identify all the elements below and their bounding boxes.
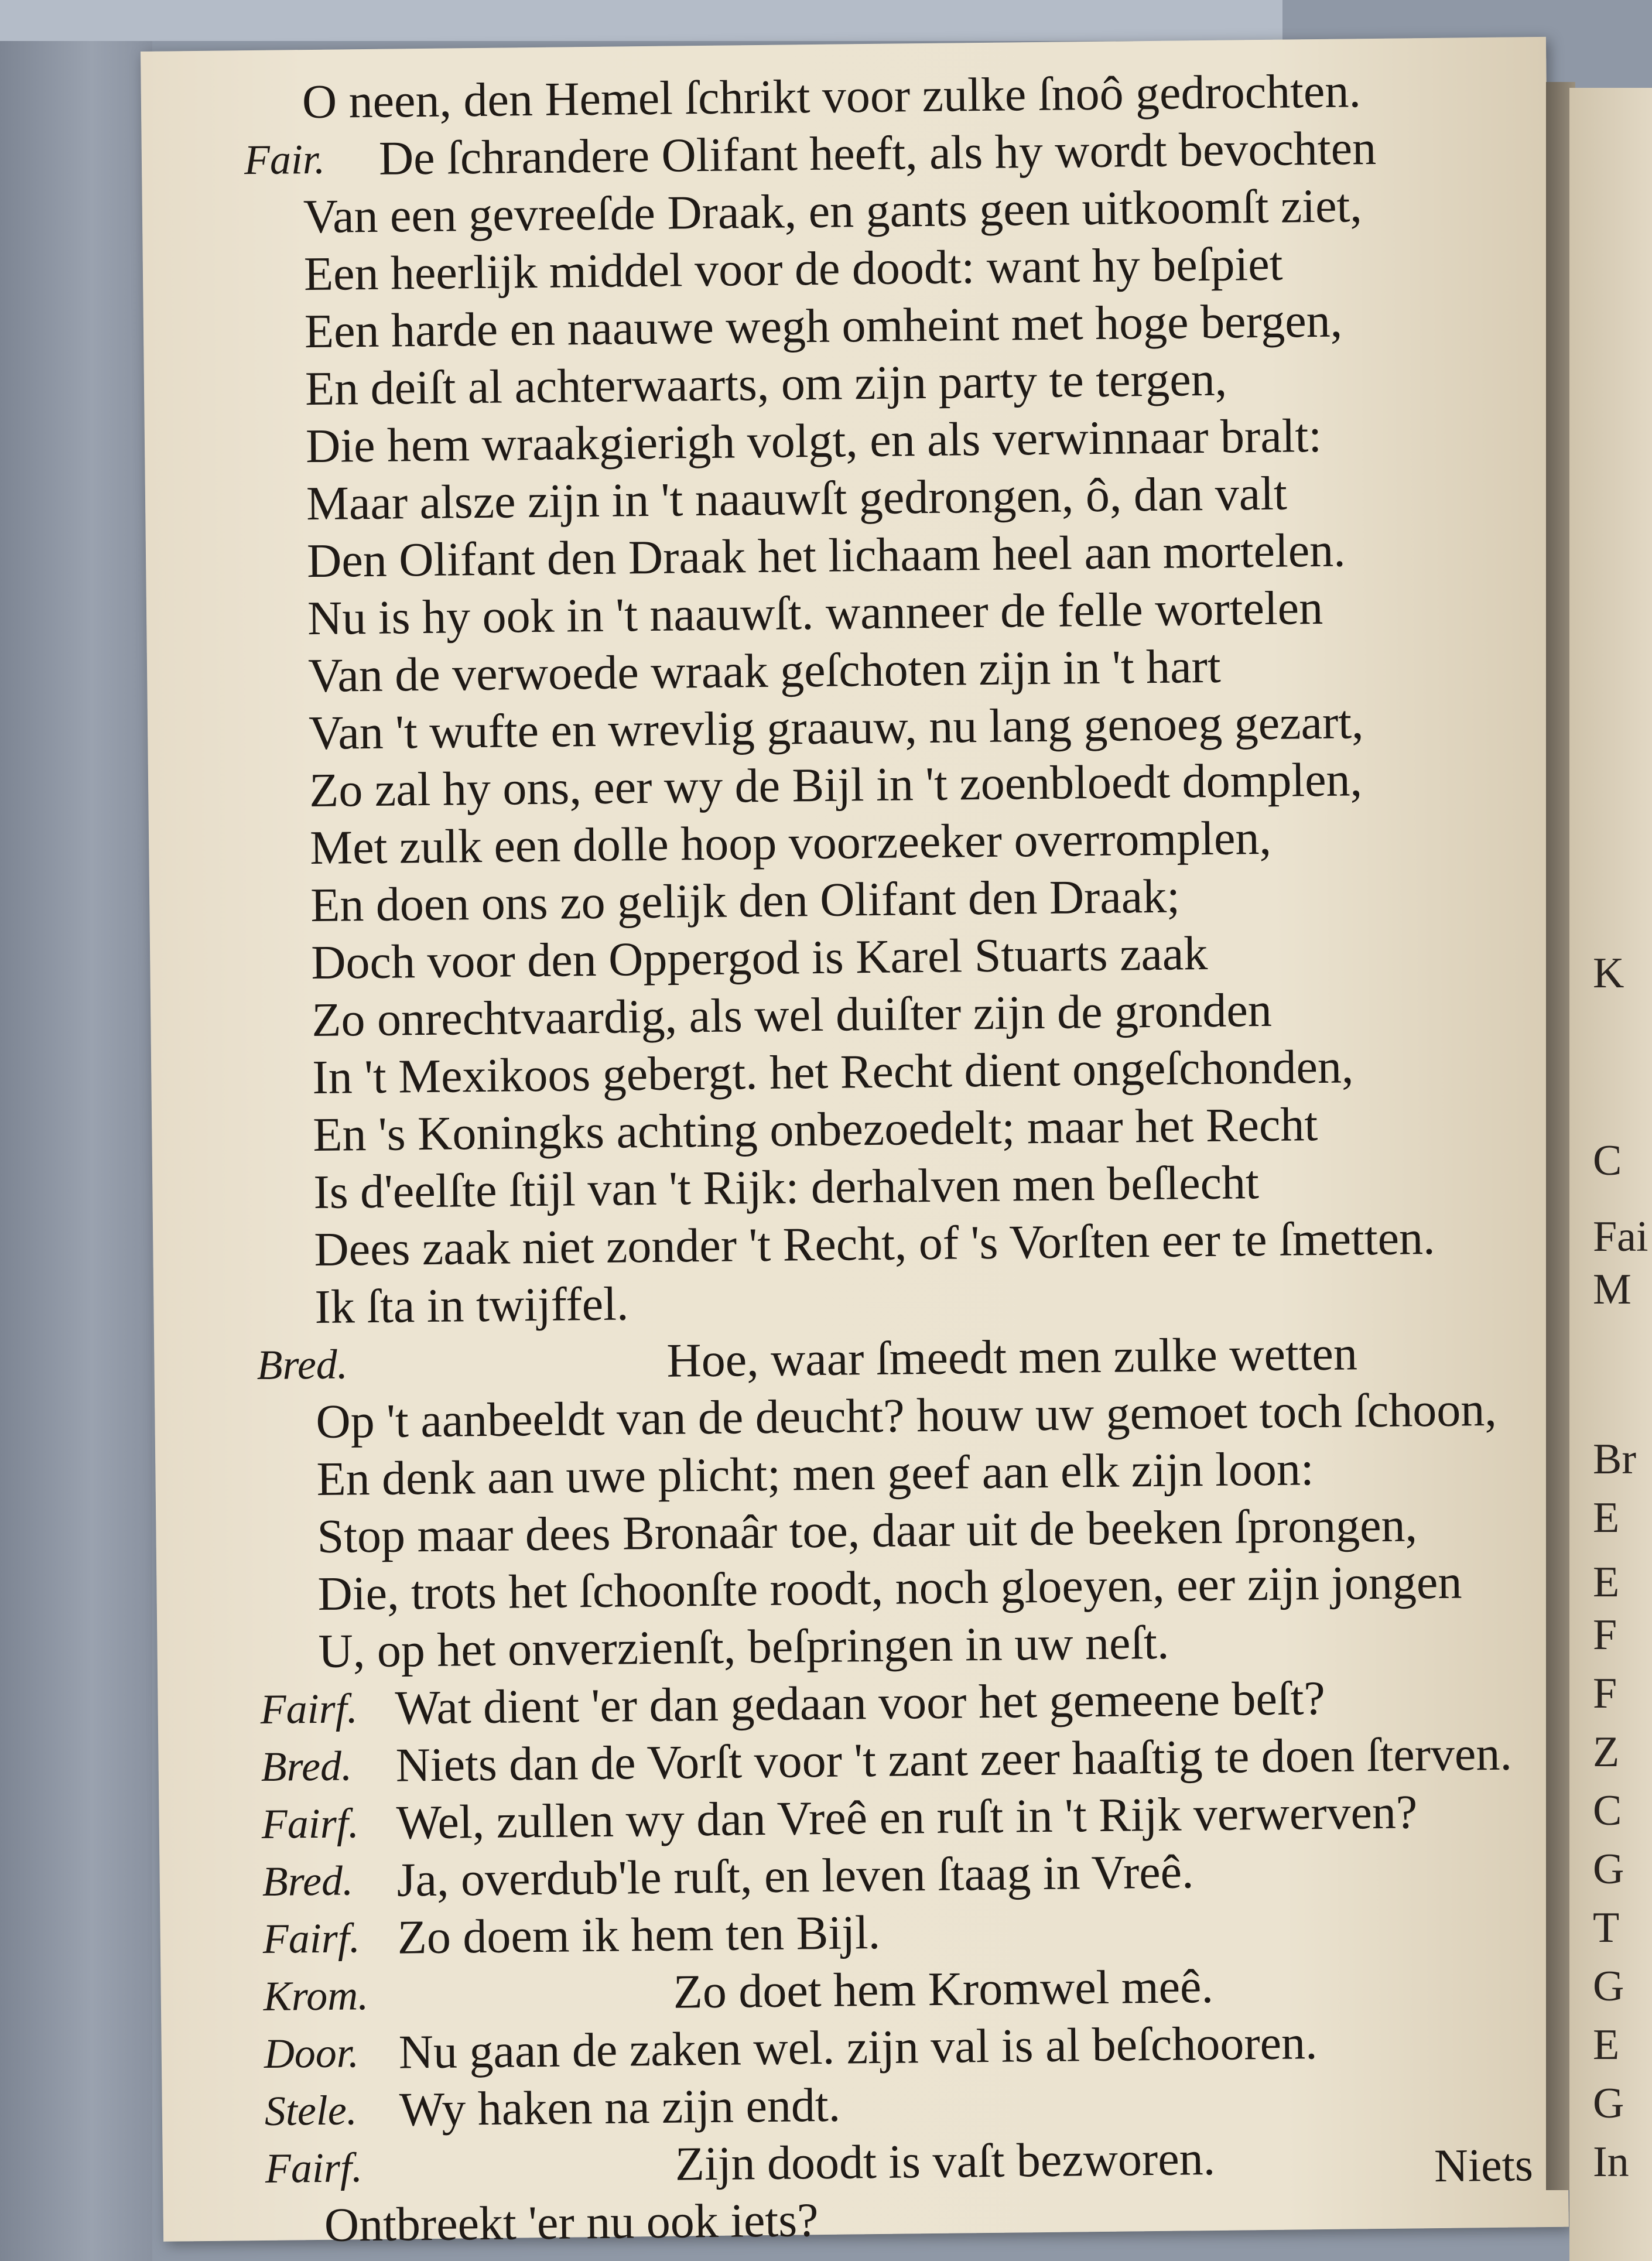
verse-text-line: De ſchrandere Olifant heeft, als hy wordt bevochten: [378, 121, 1377, 185]
facing-page-fragment: G: [1593, 1845, 1624, 1893]
verse-text-line: Ik ſta in twijffel.: [314, 1277, 629, 1333]
facing-page-fragment: C: [1593, 1137, 1622, 1185]
verse-text-line: Niets dan de Vorſt voor 't zant zeer haaſtig te doen ſterven.: [395, 1726, 1513, 1792]
verse-text-line: Wy haken na zijn endt.: [399, 2078, 841, 2136]
speaker-label: Fairf.: [260, 1685, 358, 1733]
speaker-label: Fairf.: [265, 2144, 363, 2192]
facing-page-fragment: G: [1593, 2079, 1624, 2127]
verse-text-line: Met zulk een dolle hoop voorzeeker overromplen,: [309, 810, 1272, 875]
verse-text-line: Een harde en naauwe wegh omheint met hoge bergen,: [304, 293, 1343, 358]
facing-page-fragment: F: [1593, 1611, 1617, 1659]
facing-page-fragment: E: [1593, 2021, 1620, 2069]
verse-text-line: En doen ons zo gelijk den Olifant den Draak;: [310, 869, 1181, 932]
facing-page-fragment: Z: [1593, 1728, 1620, 1776]
facing-page-fragment: T: [1593, 1904, 1620, 1952]
facing-page-fragment: E: [1593, 1494, 1620, 1542]
verse-text-line: Die hem wraakgierigh volgt, en als verwinnaar bralt:: [305, 408, 1322, 473]
verse-line: [265, 2184, 1519, 2255]
speaker-label: Fairf.: [262, 1914, 361, 1962]
verse-text-line: In 't Mexikoos gebergt. het Recht dient ongeſchonden,: [312, 1039, 1354, 1104]
background-top: [0, 0, 1282, 41]
speaker-label: Bred.: [256, 1340, 348, 1389]
verse-text-line: Van een gevreeſde Draak, en gants geen uitkoomſt ziet,: [303, 179, 1363, 244]
verse-text-line: Een heerlijk middel voor de doodt: want hy beſpiet: [303, 237, 1283, 301]
facing-page-fragment: In: [1593, 2138, 1629, 2186]
catchword: Niets: [1434, 2139, 1534, 2192]
verse-text-line: Is d'eelſte ſtijl van 't Rijk: derhalven men beſlecht: [313, 1155, 1260, 1219]
verse-text-line: Den Olifant den Draak het lichaam heel aan mortelen.: [306, 523, 1346, 588]
speaker-label: Fair.: [244, 135, 326, 184]
facing-page-fragment: C: [1593, 1787, 1622, 1835]
verse-text-line: Doch voor den Oppergod is Karel Stuarts zaak: [310, 926, 1208, 990]
verse-text-line: Van de verwoede wraak geſchoten zijn in 't hart: [307, 639, 1222, 703]
verse-text-line: Ja, overdub'le ruſt, en leven ſtaag in Vreê.: [396, 1845, 1194, 1907]
verse-text-line: Zijn doodt is vaſt bezworen.: [675, 2131, 1216, 2191]
verse-text-line: Ontbreekt 'er nu ook iets?: [324, 2193, 819, 2252]
verse-text-line: Zo onrechtvaardig, als wel duiſter zijn de gronden: [311, 983, 1273, 1047]
facing-page-fragment: G: [1593, 1962, 1624, 2010]
verse-text-line: Dees zaak niet zonder 't Recht, of 's Vorſten eer te ſmetten.: [313, 1210, 1435, 1277]
verse-text-line: Nu is hy ook in 't naauwſt. wanneer de felle wortelen: [307, 580, 1323, 645]
verse-text-line: Op 't aanbeeldt van de deucht? houw uw gemoet toch ſchoon,: [316, 1382, 1497, 1448]
facing-page-fragment: Br: [1593, 1435, 1636, 1483]
speaker-label: Bred.: [262, 1857, 354, 1905]
verse-text-line: Wel, zullen wy dan Vreê en ruſt in 't Rijk verwerven?: [396, 1785, 1418, 1849]
verse-text-line: En denk aan uwe plicht; men geef aan elk zijn loon:: [316, 1442, 1315, 1506]
facing-page-fragment: K: [1593, 949, 1624, 997]
verse-text-line: Nu gaan de zaken wel. zijn val is al beſchooren.: [398, 2016, 1318, 2079]
verse-text-line: Wat dient 'er dan gedaan voor het gemeene beſt?: [395, 1671, 1326, 1735]
book-page: [141, 37, 1569, 2252]
speaker-label: Krom.: [263, 1972, 369, 2020]
facing-page-fragment: F: [1593, 1670, 1617, 1718]
verse-text-line: Zo doet hem Kromwel meê.: [673, 1959, 1214, 2019]
facing-page-fragment: E: [1593, 1558, 1620, 1606]
verse-text-line: Die, trots het ſchoonſte roodt, noch gloeyen, eer zijn jongen: [317, 1555, 1462, 1620]
verse-text-line: Maar alsze zijn in 't naauwſt gedrongen, ô, dan valt: [306, 466, 1288, 531]
facing-page-fragment: M: [1593, 1265, 1632, 1313]
speaker-label: Door.: [264, 2029, 360, 2077]
background-cloth: [0, 41, 152, 2261]
verse-text-line: U, op het onverzienſt, beſpringen in uw neſt.: [318, 1615, 1169, 1678]
verse-text-line: Zo doem ik hem ten Bijl.: [397, 1905, 881, 1964]
verse-text-line: O neen, den Hemel ſchrikt voor zulke ſnoô gedrochten.: [302, 64, 1362, 129]
verse-text-line: En deiſt al achterwaarts, om zijn party te tergen,: [305, 352, 1227, 416]
speaker-label: Bred.: [261, 1742, 353, 1791]
verse-text-line: Hoe, waar ſmeedt men zulke wetten: [666, 1326, 1358, 1387]
facing-page-edge: [1569, 88, 1652, 2261]
verse-text-line: En 's Koningks achting onbezoedelt; maar het Recht: [312, 1097, 1318, 1162]
verse-text-line: Zo zal hy ons, eer wy de Bijl in 't zoenbloedt domplen,: [309, 752, 1363, 817]
speaker-label: Fairf.: [261, 1800, 360, 1848]
verse-text-line: Van 't wufte en wrevlig graauw, nu lang genoeg gezart,: [308, 695, 1364, 760]
facing-page-fragment: Fai: [1593, 1213, 1648, 1261]
speaker-label: Stele.: [264, 2086, 358, 2135]
verse-text: [243, 61, 1519, 2255]
verse-text-line: Stop maar dees Bronaâr toe, daar uit de beeken ſprongen,: [317, 1498, 1418, 1563]
